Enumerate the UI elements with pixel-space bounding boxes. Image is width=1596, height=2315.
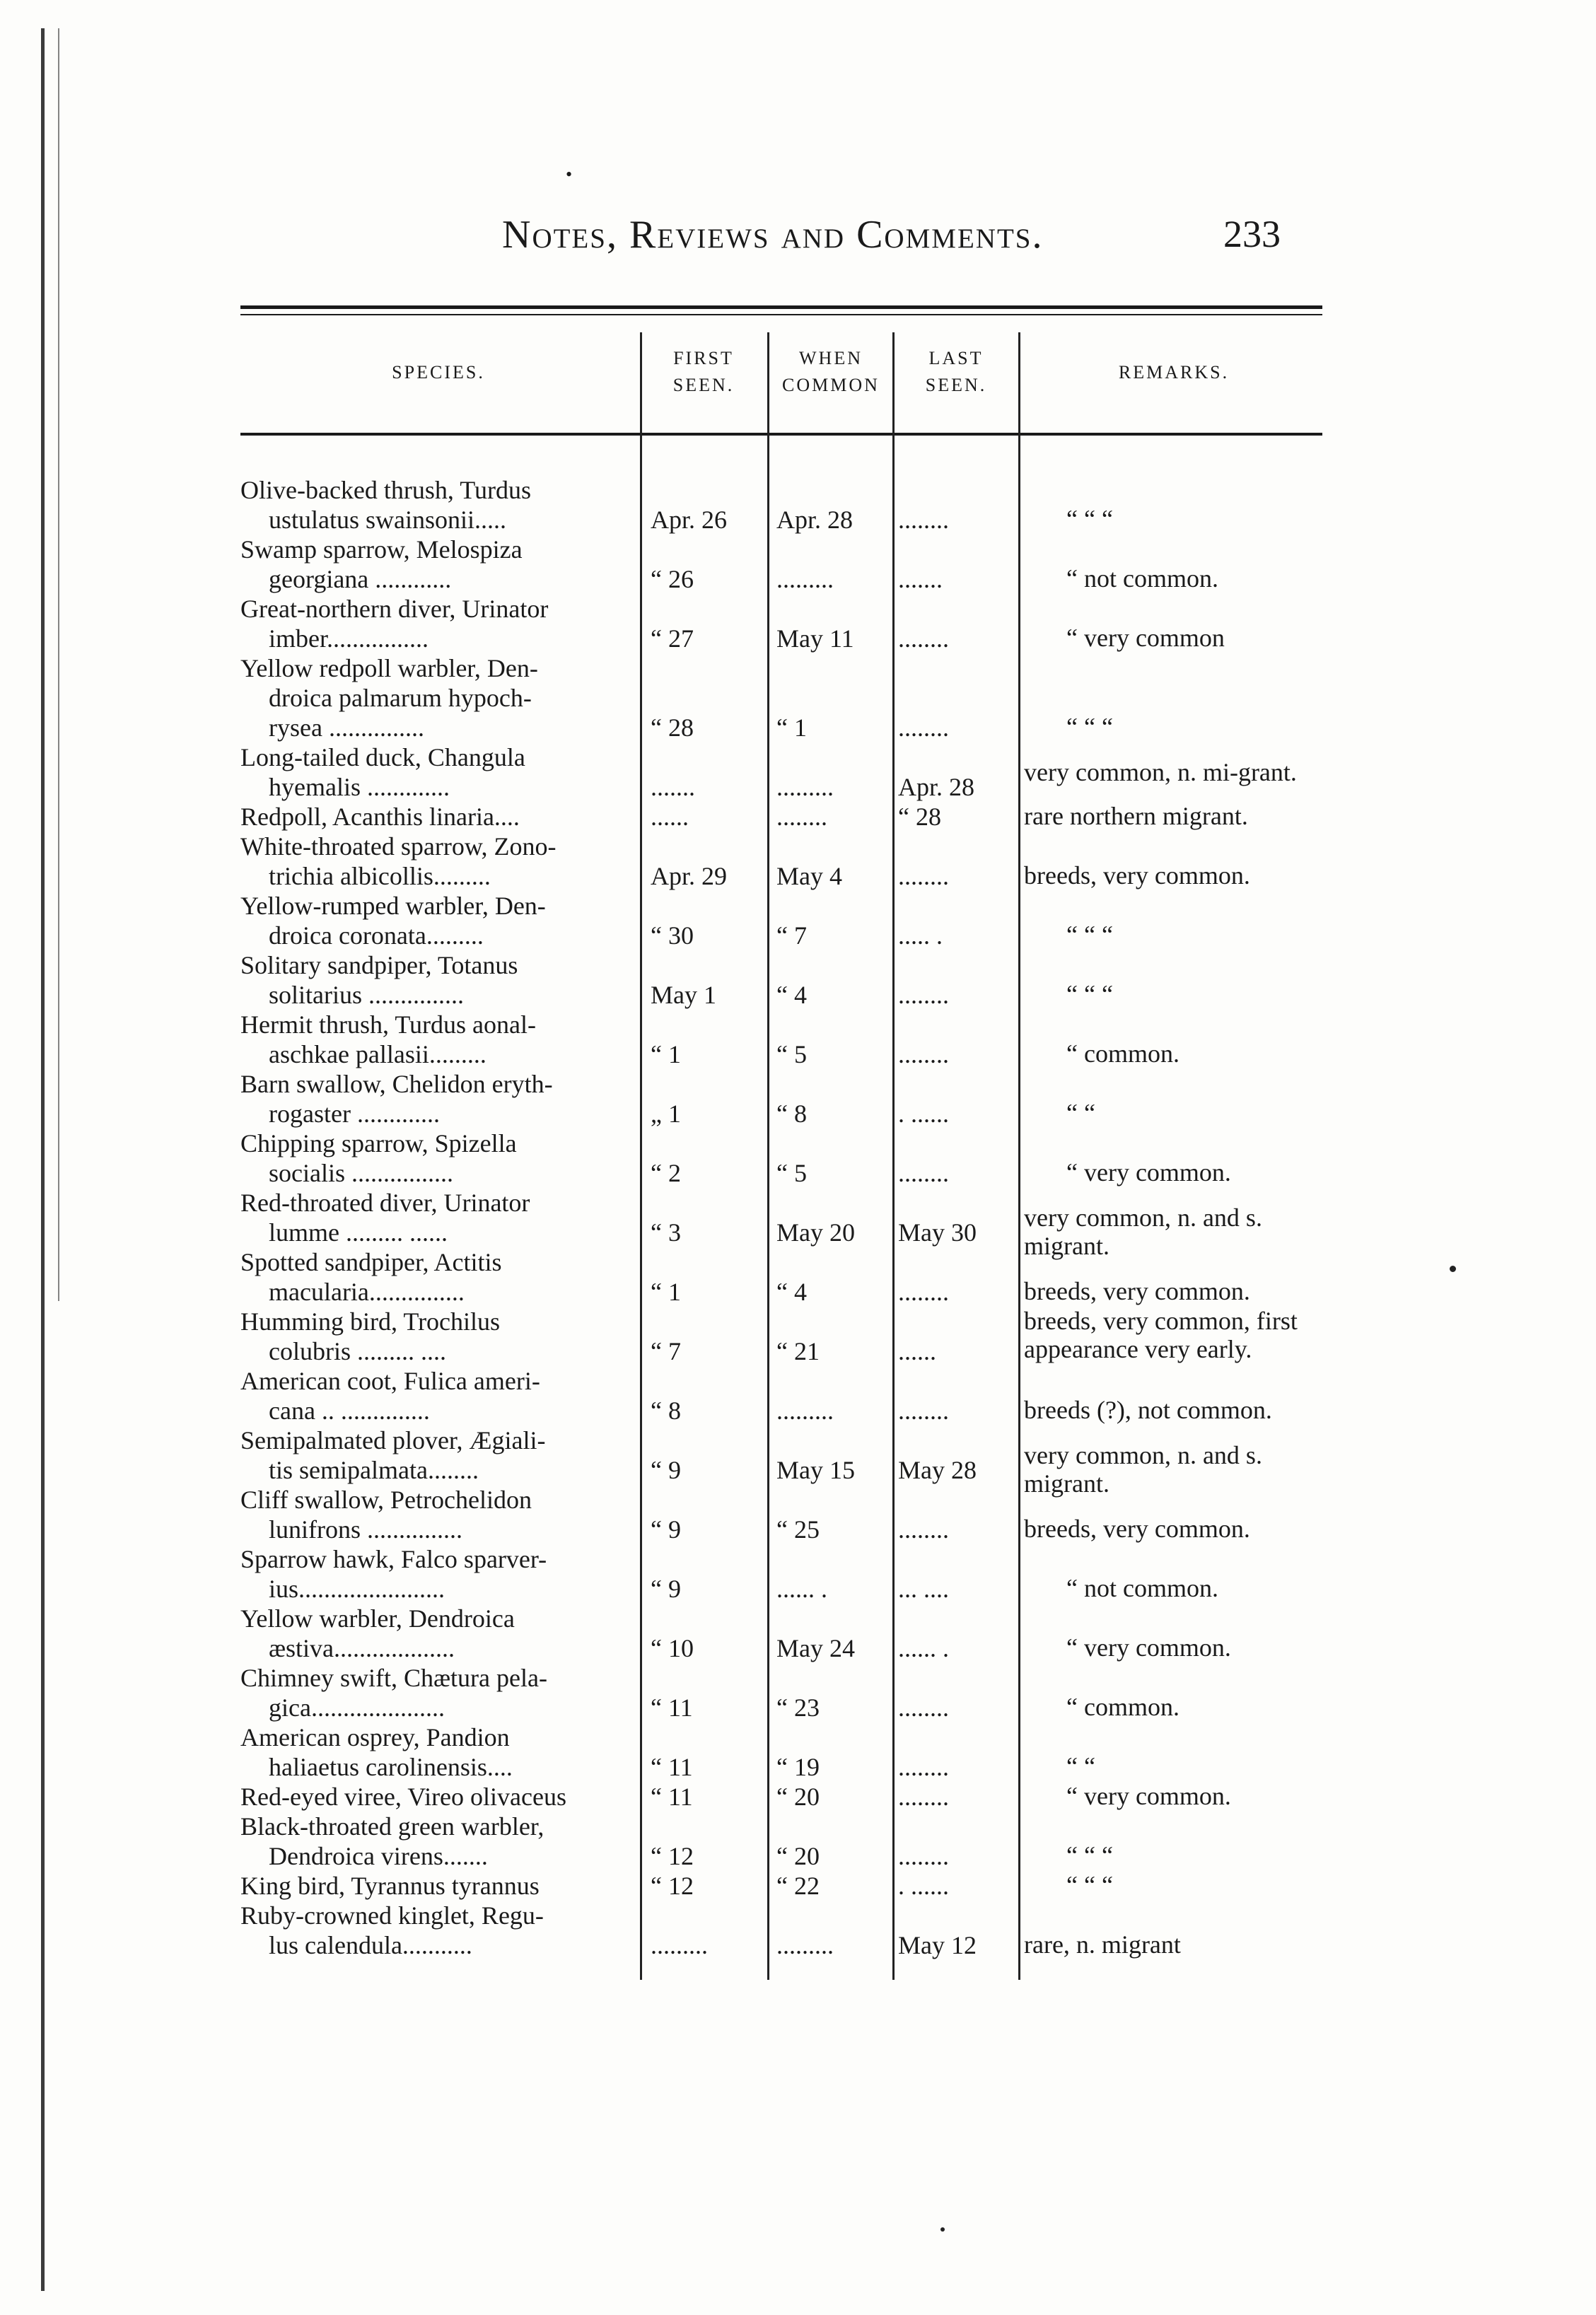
table-row (0, 1871, 1596, 1901)
table-row (0, 891, 1596, 950)
last-seen-cell: Apr. 28 (898, 773, 974, 801)
first-seen-cell: May 1 (651, 981, 716, 1009)
table-row (0, 475, 1596, 535)
header-rule (240, 433, 1322, 436)
table-row (0, 802, 1596, 832)
table-row (0, 594, 1596, 653)
when-common-cell: “ 21 (776, 1337, 820, 1365)
when-common-cell: “ 20 (776, 1783, 820, 1811)
col-header-when-common: WHEN COMMON (782, 348, 880, 395)
first-seen-cell: “ 1 (651, 1278, 681, 1306)
first-seen-cell: “ 12 (651, 1872, 694, 1900)
col-header-last-seen: LAST SEEN. (925, 348, 987, 395)
when-common-cell: ........ (776, 803, 827, 831)
remarks-cell: “ “ “ (1066, 713, 1113, 741)
species-name: Humming bird, Trochilus (240, 1307, 501, 1336)
when-common-cell: ......... (776, 773, 834, 801)
first-seen-cell: ....... (651, 773, 695, 801)
remarks-cell: “ “ “ (1066, 1871, 1113, 1899)
species-name: imber................ (269, 624, 429, 653)
remarks-cell: “ very common. (1066, 1158, 1231, 1186)
table-row (0, 1366, 1596, 1425)
last-seen-cell: “ 28 (898, 803, 941, 831)
species-name: King bird, Tyrannus tyrannus (240, 1872, 540, 1900)
first-seen-cell: Apr. 26 (651, 506, 727, 534)
species-name: rogaster ............. (269, 1100, 440, 1128)
species-name: georgiana ............ (269, 565, 452, 593)
species-name: Barn swallow, Chelidon eryth- (240, 1070, 553, 1098)
last-seen-cell: May 12 (898, 1931, 977, 1959)
table-row (0, 1129, 1596, 1188)
when-common-cell: Apr. 28 (776, 506, 853, 534)
species-name: Long-tailed duck, Changula (240, 743, 525, 771)
when-common-cell: May 20 (776, 1218, 855, 1247)
species-name: American coot, Fulica ameri- (240, 1367, 540, 1395)
species-name: Dendroica virens....... (269, 1842, 488, 1870)
species-name: Great-northern diver, Urinator (240, 595, 549, 623)
last-seen-cell: ...... (898, 1337, 936, 1365)
remarks-cell: “ common. (1066, 1693, 1179, 1721)
table-row (0, 1069, 1596, 1129)
when-common-cell: “ 25 (776, 1515, 820, 1544)
top-rule (240, 305, 1322, 309)
when-common-cell: May 4 (776, 862, 842, 890)
top-rule-thin (240, 314, 1322, 315)
remarks-cell: “ “ (1066, 1752, 1095, 1780)
remarks-cell: “ “ “ (1066, 921, 1113, 949)
first-seen-cell: “ 28 (651, 713, 694, 742)
running-head: Notes, Reviews and Comments. (502, 213, 1044, 257)
first-seen-cell: “ 8 (651, 1396, 681, 1425)
col-header-remarks: REMARKS. (1118, 362, 1230, 383)
when-common-cell: “ 19 (776, 1753, 820, 1781)
first-seen-cell: “ 11 (651, 1783, 693, 1811)
when-common-cell: May 24 (776, 1634, 855, 1662)
first-seen-cell: Apr. 29 (651, 862, 727, 890)
table-row (0, 1010, 1596, 1069)
species-name: Spotted sandpiper, Actitis (240, 1248, 502, 1276)
species-name: Black-throated green warbler, (240, 1812, 544, 1841)
first-seen-cell: “ 3 (651, 1218, 681, 1247)
table-row (0, 1812, 1596, 1871)
last-seen-cell: ........ (898, 1783, 949, 1811)
first-seen-cell: “ 11 (651, 1693, 693, 1722)
last-seen-cell: ........ (898, 862, 949, 890)
table-row (0, 742, 1596, 802)
first-seen-cell: ...... (651, 803, 689, 831)
species-name: æstiva................... (269, 1634, 455, 1662)
last-seen-cell: ........ (898, 1515, 949, 1544)
printer-mark: • (566, 164, 573, 185)
when-common-cell: “ 7 (776, 921, 807, 950)
table-row (0, 1485, 1596, 1544)
when-common-cell: May 15 (776, 1456, 855, 1484)
last-seen-cell: ........ (898, 1396, 949, 1425)
species-name: Yellow redpoll warbler, Den- (240, 654, 538, 682)
first-seen-cell: “ 9 (651, 1575, 681, 1603)
remarks-cell: rare, n. migrant (1024, 1930, 1181, 1959)
remarks-cell: very common, n. and s. migrant. (1024, 1203, 1262, 1260)
species-name: Yellow warbler, Dendroica (240, 1604, 515, 1633)
last-seen-cell: ........ (898, 624, 949, 653)
table-row (0, 535, 1596, 594)
remarks-cell: breeds, very common. (1024, 1277, 1250, 1305)
table-row (0, 832, 1596, 891)
table-row (0, 1604, 1596, 1663)
remarks-cell: rare northern migrant. (1024, 802, 1248, 830)
col-header-species: SPECIES. (392, 362, 485, 383)
last-seen-cell: ........ (898, 713, 949, 742)
col-header-first-seen: FIRST SEEN. (672, 348, 735, 395)
species-name: Olive-backed thrush, Turdus (240, 476, 531, 504)
last-seen-cell: ........ (898, 1693, 949, 1722)
species-name: haliaetus carolinensis.... (269, 1753, 513, 1781)
when-common-cell: “ 1 (776, 713, 807, 742)
last-seen-cell: ........ (898, 506, 949, 534)
first-seen-cell: “ 30 (651, 921, 694, 950)
species-name: Swamp sparrow, Melospiza (240, 535, 523, 564)
table-row (0, 1425, 1596, 1498)
page-number: 233 (1223, 213, 1281, 255)
species-name: rysea ............... (269, 713, 424, 742)
first-seen-cell: “ 27 (651, 624, 694, 653)
when-common-cell: “ 5 (776, 1159, 807, 1187)
species-name: Cliff swallow, Petrochelidon (240, 1486, 532, 1514)
species-name: White-throated sparrow, Zono- (240, 832, 557, 861)
species-name: cana .. .............. (269, 1396, 430, 1425)
species-name: ustulatus swainsonii..... (269, 506, 507, 534)
last-seen-cell: ........ (898, 1159, 949, 1187)
when-common-cell: “ 4 (776, 1278, 807, 1306)
remarks-cell: “ “ (1066, 1099, 1095, 1127)
species-name: colubris ......... .... (269, 1337, 446, 1365)
when-common-cell: “ 20 (776, 1842, 820, 1870)
last-seen-cell: ........ (898, 1278, 949, 1306)
first-seen-cell: „ 1 (651, 1100, 681, 1128)
when-common-cell: May 11 (776, 624, 854, 653)
last-seen-cell: ...... . (898, 1634, 949, 1662)
remarks-cell: very common, n. mi-grant. (1024, 758, 1297, 786)
when-common-cell: “ 8 (776, 1100, 807, 1128)
when-common-cell: “ 23 (776, 1693, 820, 1722)
remarks-cell: “ “ “ (1066, 1841, 1113, 1870)
when-common-cell: “ 4 (776, 981, 807, 1009)
table-row (0, 653, 1596, 742)
species-name: Hermit thrush, Turdus aonal- (240, 1010, 536, 1039)
species-name: ius....................... (269, 1575, 445, 1603)
first-seen-cell: “ 26 (651, 565, 694, 593)
species-name: Ruby-crowned kinglet, Regu- (240, 1901, 544, 1930)
first-seen-cell: “ 9 (651, 1456, 681, 1484)
first-seen-cell: “ 12 (651, 1842, 694, 1870)
species-name: droica palmarum hypoch- (269, 684, 532, 712)
table-row (0, 1901, 1596, 1960)
species-name: macularia............... (269, 1278, 465, 1306)
last-seen-cell: ....... (898, 565, 943, 593)
species-name: Red-eyed viree, Vireo olivaceus (240, 1783, 566, 1811)
species-name: aschkae pallasii......... (269, 1040, 487, 1068)
table-row (0, 1722, 1596, 1782)
last-seen-cell: ........ (898, 1842, 949, 1870)
table-row (0, 950, 1596, 1010)
species-name: solitarius ............... (269, 981, 464, 1009)
table-row (0, 1307, 1596, 1366)
species-name: tis semipalmata........ (269, 1456, 479, 1484)
species-name: trichia albicollis......... (269, 862, 491, 890)
remarks-cell: “ common. (1066, 1039, 1179, 1068)
species-name: Redpoll, Acanthis linaria.... (240, 803, 520, 831)
last-seen-cell: ..... . (898, 921, 943, 950)
table-row (0, 1544, 1596, 1604)
table-row (0, 1663, 1596, 1722)
when-common-cell: ......... (776, 1931, 834, 1959)
last-seen-cell: May 28 (898, 1456, 977, 1484)
when-common-cell: “ 22 (776, 1872, 820, 1900)
last-seen-cell: ........ (898, 1753, 949, 1781)
species-name: Yellow-rumped warbler, Den- (240, 892, 546, 920)
species-name: gica..................... (269, 1693, 445, 1722)
first-seen-cell: “ 10 (651, 1634, 694, 1662)
species-name: hyemalis ............. (269, 773, 450, 801)
paper-speck (1450, 1266, 1456, 1272)
remarks-cell: “ “ “ (1066, 505, 1113, 533)
species-name: Semipalmated plover, Ægiali- (240, 1426, 546, 1454)
first-seen-cell: “ 7 (651, 1337, 681, 1365)
paper-speck (940, 2227, 945, 2232)
when-common-cell: ......... (776, 1396, 834, 1425)
first-seen-cell: “ 11 (651, 1753, 693, 1781)
species-name: Solitary sandpiper, Totanus (240, 951, 518, 979)
last-seen-cell: May 30 (898, 1218, 977, 1247)
remarks-cell: “ very common. (1066, 1633, 1231, 1662)
last-seen-cell: ... .... (898, 1575, 949, 1603)
remarks-cell: “ not common. (1066, 564, 1218, 593)
species-name: American osprey, Pandion (240, 1723, 510, 1751)
remarks-cell: breeds, very common. (1024, 1515, 1250, 1543)
remarks-cell: “ not common. (1066, 1574, 1218, 1602)
last-seen-cell: . ...... (898, 1100, 949, 1128)
remarks-cell: breeds, very common, first appearance very early. (1024, 1307, 1298, 1363)
table-row (0, 1247, 1596, 1307)
species-name: Red-throated diver, Urinator (240, 1189, 530, 1217)
table-row (0, 1188, 1596, 1260)
remarks-cell: “ “ “ (1066, 980, 1113, 1008)
species-name: lunifrons ............... (269, 1515, 462, 1544)
remarks-cell: breeds, very common. (1024, 861, 1250, 890)
species-name: socialis ................ (269, 1159, 453, 1187)
last-seen-cell: . ...... (898, 1872, 949, 1900)
first-seen-cell: “ 2 (651, 1159, 681, 1187)
remarks-cell: “ very common (1066, 624, 1225, 652)
species-name: droica coronata......... (269, 921, 484, 950)
when-common-cell: ...... . (776, 1575, 827, 1603)
species-name: Sparrow hawk, Falco sparver- (240, 1545, 547, 1573)
table-row (0, 1782, 1596, 1812)
species-name: Chimney swift, Chætura pela- (240, 1664, 547, 1692)
first-seen-cell: ......... (651, 1931, 708, 1959)
last-seen-cell: ........ (898, 981, 949, 1009)
remarks-cell: very common, n. and s. migrant. (1024, 1441, 1262, 1498)
when-common-cell: “ 5 (776, 1040, 807, 1068)
remarks-cell: “ very common. (1066, 1782, 1231, 1810)
when-common-cell: ......... (776, 565, 834, 593)
species-name: Chipping sparrow, Spizella (240, 1129, 517, 1158)
first-seen-cell: “ 1 (651, 1040, 681, 1068)
species-name: lumme ......... ...... (269, 1218, 448, 1247)
remarks-cell: breeds (?), not common. (1024, 1396, 1272, 1424)
first-seen-cell: “ 9 (651, 1515, 681, 1544)
last-seen-cell: ........ (898, 1040, 949, 1068)
species-name: lus calendula........... (269, 1931, 472, 1959)
